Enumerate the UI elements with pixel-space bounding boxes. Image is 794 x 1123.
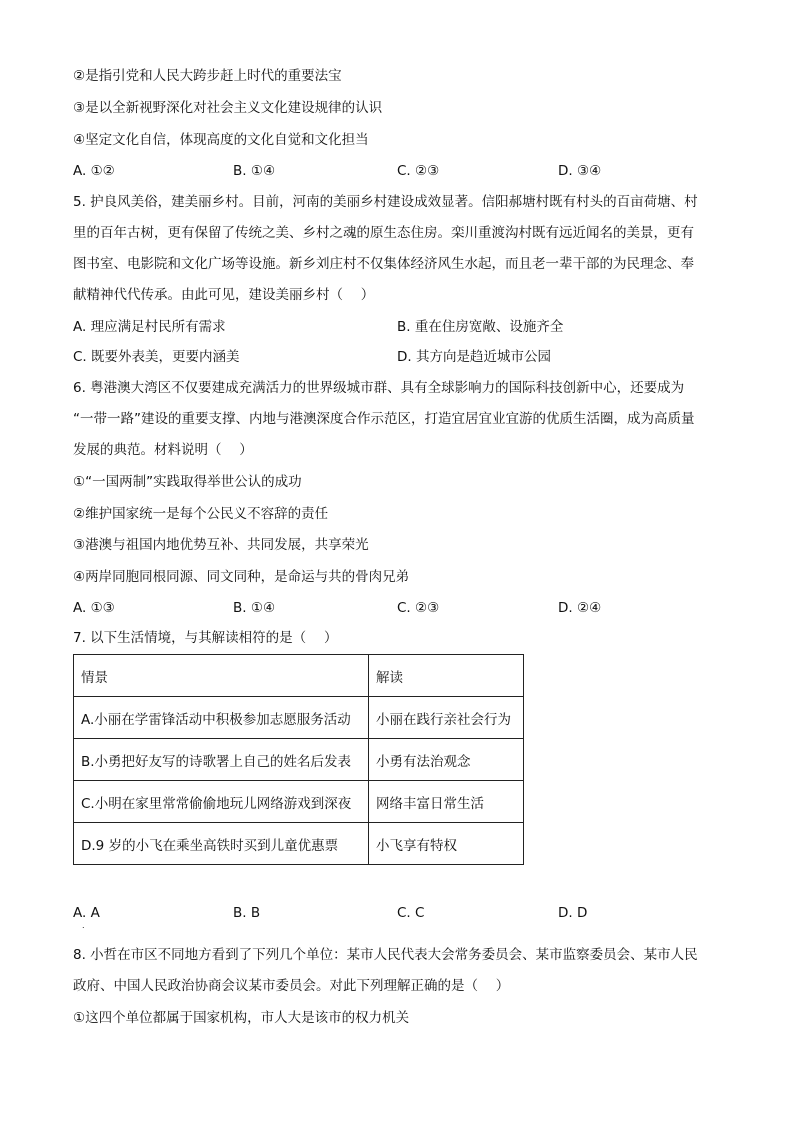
- q7-option-b: B. B: [233, 905, 261, 921]
- table-cell: 网络丰富日常生活: [369, 781, 524, 823]
- q6-stem-line-3: 发展的典范。材料说明（ ）: [73, 442, 253, 458]
- q5-stem-line-2: 里的百年古树，更有保留了传统之美、乡村之魂的原生态住房。栾川重渡沟村既有远近闻名的美景，更有: [73, 225, 694, 241]
- table-row: [74, 739, 524, 781]
- q6-stem-line-1: 6. 粤港澳大湾区不仅要建成充满活力的世界级城市群、具有全球影响力的国际科技创新中心，还要成为: [73, 380, 685, 396]
- q6-stem-line-2: “一带一路”建设的重要支撑、内地与港澳深度合作示范区，打造宜居宜业宜游的优质生活圈，成为高质量: [73, 411, 695, 427]
- q4-option-b: B. ①④: [233, 163, 276, 179]
- q4-statement-2: ②是指引党和人民大跨步赶上时代的重要法宝: [73, 68, 342, 84]
- q6-option-d: D. ②④: [558, 600, 602, 616]
- q5-option-d: D. 其方向是趋近城市公园: [397, 349, 551, 365]
- q4-option-d: D. ③④: [558, 163, 602, 179]
- table-cell: A.小丽在学雷锋活动中积极参加志愿服务活动: [74, 697, 369, 739]
- table-header-interpretation: 解读: [369, 655, 524, 697]
- q7-option-c: C. C: [397, 905, 425, 921]
- q6-statement-3: ③港澳与祖国内地优势互补、共同发展，共享荣光: [73, 537, 369, 553]
- table-row: [74, 781, 524, 823]
- q8-stem-line-1: 8. 小哲在市区不同地方看到了下列几个单位：某市人民代表大会常务委员会、某市监察委员会、某市人民: [73, 947, 698, 963]
- table-row: [74, 823, 524, 865]
- q5-option-b: B. 重在住房宽敞、设施齐全: [397, 319, 564, 335]
- table-header-row: [74, 655, 524, 697]
- q5-option-a: A. 理应满足村民所有需求: [73, 319, 226, 335]
- stray-dot: .: [82, 921, 85, 930]
- q5-stem-line-1: 5. 护良风美俗，建美丽乡村。目前，河南的美丽乡村建设成效显著。信阳郝塘村既有村头的百亩荷塘、村: [73, 194, 698, 210]
- q5-stem-line-4: 献精神代代传承。由此可见，建设美丽乡村（ ）: [73, 287, 375, 303]
- table-cell: 小飞享有特权: [369, 823, 524, 865]
- table-header-scenario: 情景: [74, 655, 369, 697]
- q6-statement-4: ④两岸同胞同根同源、同文同种，是命运与共的骨肉兄弟: [73, 569, 410, 585]
- table-cell: B.小勇把好友写的诗歌署上自己的姓名后发表: [74, 739, 369, 781]
- q7-table: [73, 654, 524, 865]
- q5-stem-line-3: 图书室、电影院和文化广场等设施。新乡刘庄村不仅集体经济风生水起，而且老一辈干部的为民理念、奉: [73, 256, 694, 272]
- q4-option-a: A. ①②: [73, 163, 115, 179]
- q4-option-c: C. ②③: [397, 163, 440, 179]
- table-cell: 小勇有法治观念: [369, 739, 524, 781]
- q6-option-a: A. ①③: [73, 600, 115, 616]
- q4-statement-3: ③是以全新视野深化对社会主义文化建设规律的认识: [73, 100, 383, 116]
- table-cell: D.9 岁的小飞在乘坐高铁时买到儿童优惠票: [74, 823, 369, 865]
- table-cell: C.小明在家里常常偷偷地玩儿网络游戏到深夜: [74, 781, 369, 823]
- q7-option-d: D. D: [558, 905, 588, 921]
- table-row: [74, 697, 524, 739]
- q6-statement-1: ①“一国两制”实践取得举世公认的成功: [73, 474, 302, 490]
- q5-option-c: C. 既要外表美，更要内涵美: [73, 349, 240, 365]
- q8-stem-line-2: 政府、中国人民政治协商会议某市委员会。对此下列理解正确的是（ ）: [73, 978, 510, 994]
- table-cell: 小丽在践行亲社会行为: [369, 697, 524, 739]
- q7-option-a: A. A: [73, 905, 100, 921]
- q4-statement-4: ④坚定文化自信，体现高度的文化自觉和文化担当: [73, 132, 369, 148]
- q6-statement-2: ②维护国家统一是每个公民义不容辞的责任: [73, 506, 329, 522]
- q7-question: 7. 以下生活情境，与其解读相符的是（ ）: [73, 630, 338, 646]
- q6-option-c: C. ②③: [397, 600, 440, 616]
- q6-option-b: B. ①④: [233, 600, 276, 616]
- q8-statement-1: ①这四个单位都属于国家机构，市人大是该市的权力机关: [73, 1010, 410, 1026]
